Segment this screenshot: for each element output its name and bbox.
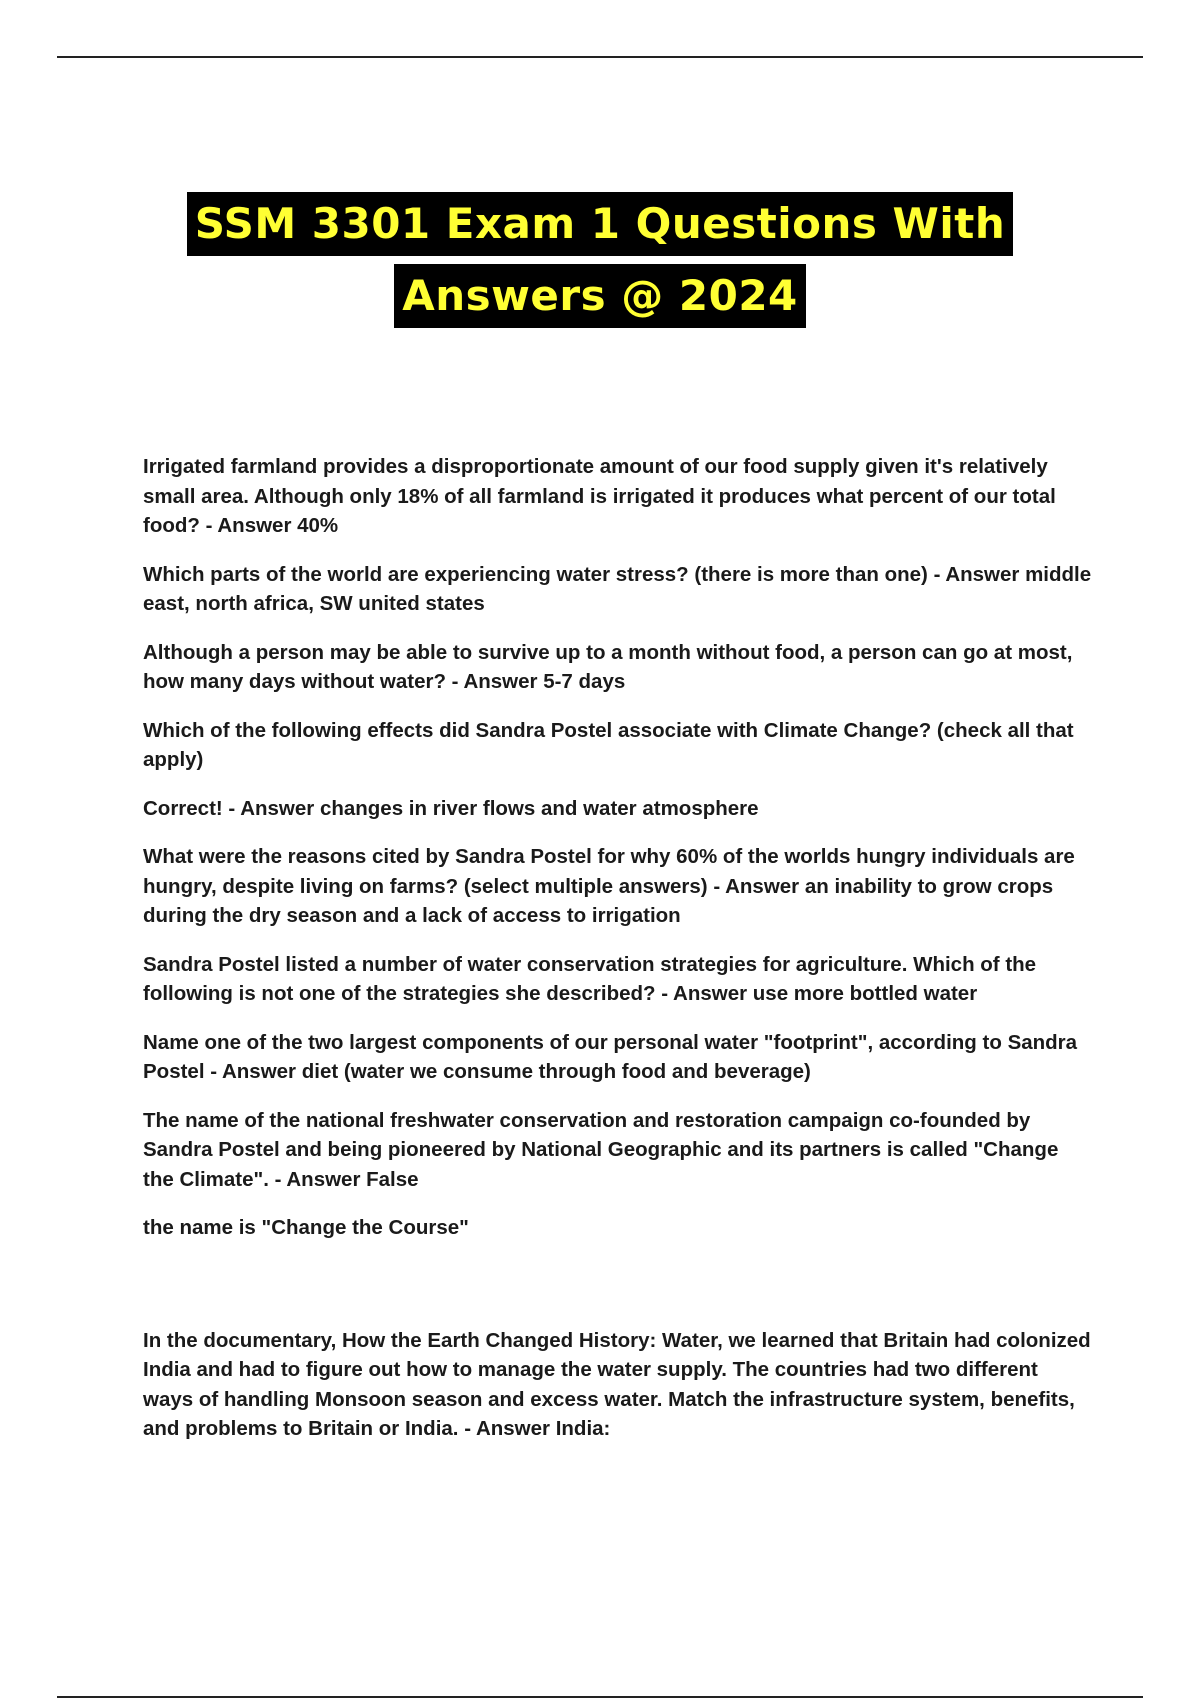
qa-item: Which of the following effects did Sandra Postel associate with Climate Change? (check all that apply): [143, 718, 1074, 771]
qa-item: Correct! - Answer changes in river flows and water atmosphere: [143, 796, 759, 820]
qa-item: Although a person may be able to survive up to a month without food, a person can go at most, how many days without water? - Answer 5-7 days: [143, 640, 1073, 693]
qa-item: Name one of the two largest components of our personal water "footprint", according to Sandra Postel - Answer diet (water we consume through food and beverage): [143, 1030, 1078, 1083]
qa-item: Sandra Postel listed a number of water conservation strategies for agriculture. Which of the following is not one of the strategies she described? - Answer use more bottled water: [143, 952, 1037, 1005]
title-line-1: SSM 3301 Exam 1 Questions With: [187, 192, 1014, 256]
qa-item: Irrigated farmland provides a disproportionate amount of our food supply given it's relatively small area. Although only 18% of all farmland is irrigated it produces what percent of our total food? - Answer 40%: [143, 455, 1056, 537]
qa-item: What were the reasons cited by Sandra Postel for why 60% of the worlds hungry individuals are hungry, despite living on farms? (select multiple answers) - Answer an inability to grow crops during the dry season and a lack of access to irrigation: [143, 845, 1075, 927]
bottom-rule: [57, 1696, 1143, 1698]
qa-item: The name of the national freshwater conservation and restoration campaign co-founded by Sandra Postel and being pioneered by National Geographic and its partners is called "Change the Climate". - Answer False: [143, 1108, 1059, 1191]
qa-item: Which parts of the world are experiencing water stress? (there is more than one) - Answer middle east, north africa, SW united states: [143, 562, 1092, 615]
title-line-2: Answers @ 2024: [394, 264, 806, 328]
document-title: [0, 192, 1200, 336]
top-rule: [57, 56, 1143, 58]
qa-item: the name is "Change the Course": [143, 1216, 469, 1239]
question-answer-list: [143, 452, 1093, 1463]
qa-item: In the documentary, How the Earth Changed History: Water, we learned that Britain had colonized India and had to figure out how to manage the water supply. The countries had two different ways of handling Monsoon season and excess water. Match the infrastructure system, benefits, and problems to Britain or India. - Answer India:: [143, 1328, 1091, 1440]
